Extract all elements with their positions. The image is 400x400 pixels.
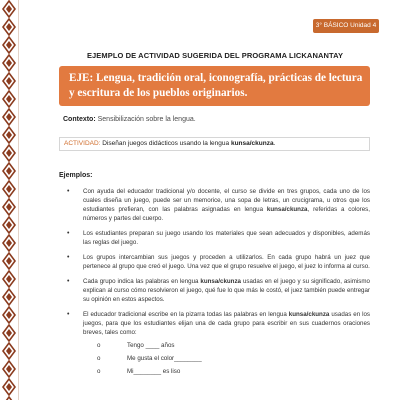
activity-text: Diseñan juegos didácticos usando la lengua [102, 140, 230, 147]
item-text: El educador tradicional escribe en la pizarra todas las palabras en lengua [83, 311, 287, 318]
sentence-example: o Mi________ es liso [83, 367, 370, 376]
andean-pattern-icon [2, 0, 16, 400]
decorative-border [0, 0, 19, 400]
item-text: Con ayuda del educador tradicional y/o docente, el curso se divide en tres grupos, cada uno de los cuales diseña un juego, puede ser un memorice, una sopa de letras, un crucigrama, u otros que los estudiantes prefieran, con las palabras asignadas en lengua [83, 188, 370, 213]
document-title: EJEMPLO DE ACTIVIDAD SUGERIDA DEL PROGRAMA LICKANANTAY [86, 51, 344, 60]
sentence-examples-list [83, 341, 370, 376]
list-item [67, 310, 370, 376]
item-term: kunsa/ckunza [200, 278, 242, 285]
activity-box [59, 137, 370, 151]
activity-label: ACTIVIDAD: [64, 140, 101, 147]
item-text: Los estudiantes preparan su juego usando los materiales que sean adecuados y disponibles, además las reglas del juego. [83, 230, 370, 246]
examples-heading: Ejemplos: [59, 172, 93, 179]
activity-term: kunsa/ckunza [230, 140, 274, 147]
item-text-end: usadas en el juego y su significado, asimismo explican al curso cómo resolvieron el juego, qué fue lo que más le costó, el juez también puede entregar su opinión en estos aspectos. [83, 278, 370, 303]
context-label: Contexto: [63, 116, 96, 123]
list-item [67, 277, 370, 304]
sentence-example: o Tengo ____ años [83, 341, 370, 350]
list-item [67, 229, 370, 247]
sentence-example: o Me gusta el color________ [83, 354, 370, 363]
item-text-end: usadas en los juegos, para que los estudiantes elijan una de cada grupo para escribir en sus cuadernos oraciones breves, tales como: [83, 311, 370, 336]
item-term: kunsa/ckunza [266, 206, 308, 213]
list-item [67, 187, 370, 223]
context-line [63, 116, 196, 123]
context-value: Sensibilización sobre la lengua. [97, 116, 196, 123]
item-text: Cada grupo indica las palabras en lengua [83, 278, 199, 285]
examples-list [67, 181, 370, 376]
eje-text: EJE: Lengua, tradición oral, iconografía, prácticas de lectura y escritura de los pueblos originarios. [69, 72, 363, 99]
item-text: Los grupos intercambian sus juegos y proceden a utilizarlos. En cada grupo habrá un juez que pertenece al grupo que creó el juego. Una vez que el grupo resuelve el juego, el juez lo informa al curso. [83, 254, 370, 270]
item-term: kunsa/ckunza [288, 311, 330, 318]
grade-unit-tag: 3° BÁSICO Unidad 4 [313, 19, 379, 33]
activity-text-end: . [273, 140, 276, 147]
item-text-end: , referidas a colores, números y partes del cuerpo. [83, 206, 370, 222]
list-item [67, 253, 370, 271]
eje-banner [59, 66, 370, 106]
